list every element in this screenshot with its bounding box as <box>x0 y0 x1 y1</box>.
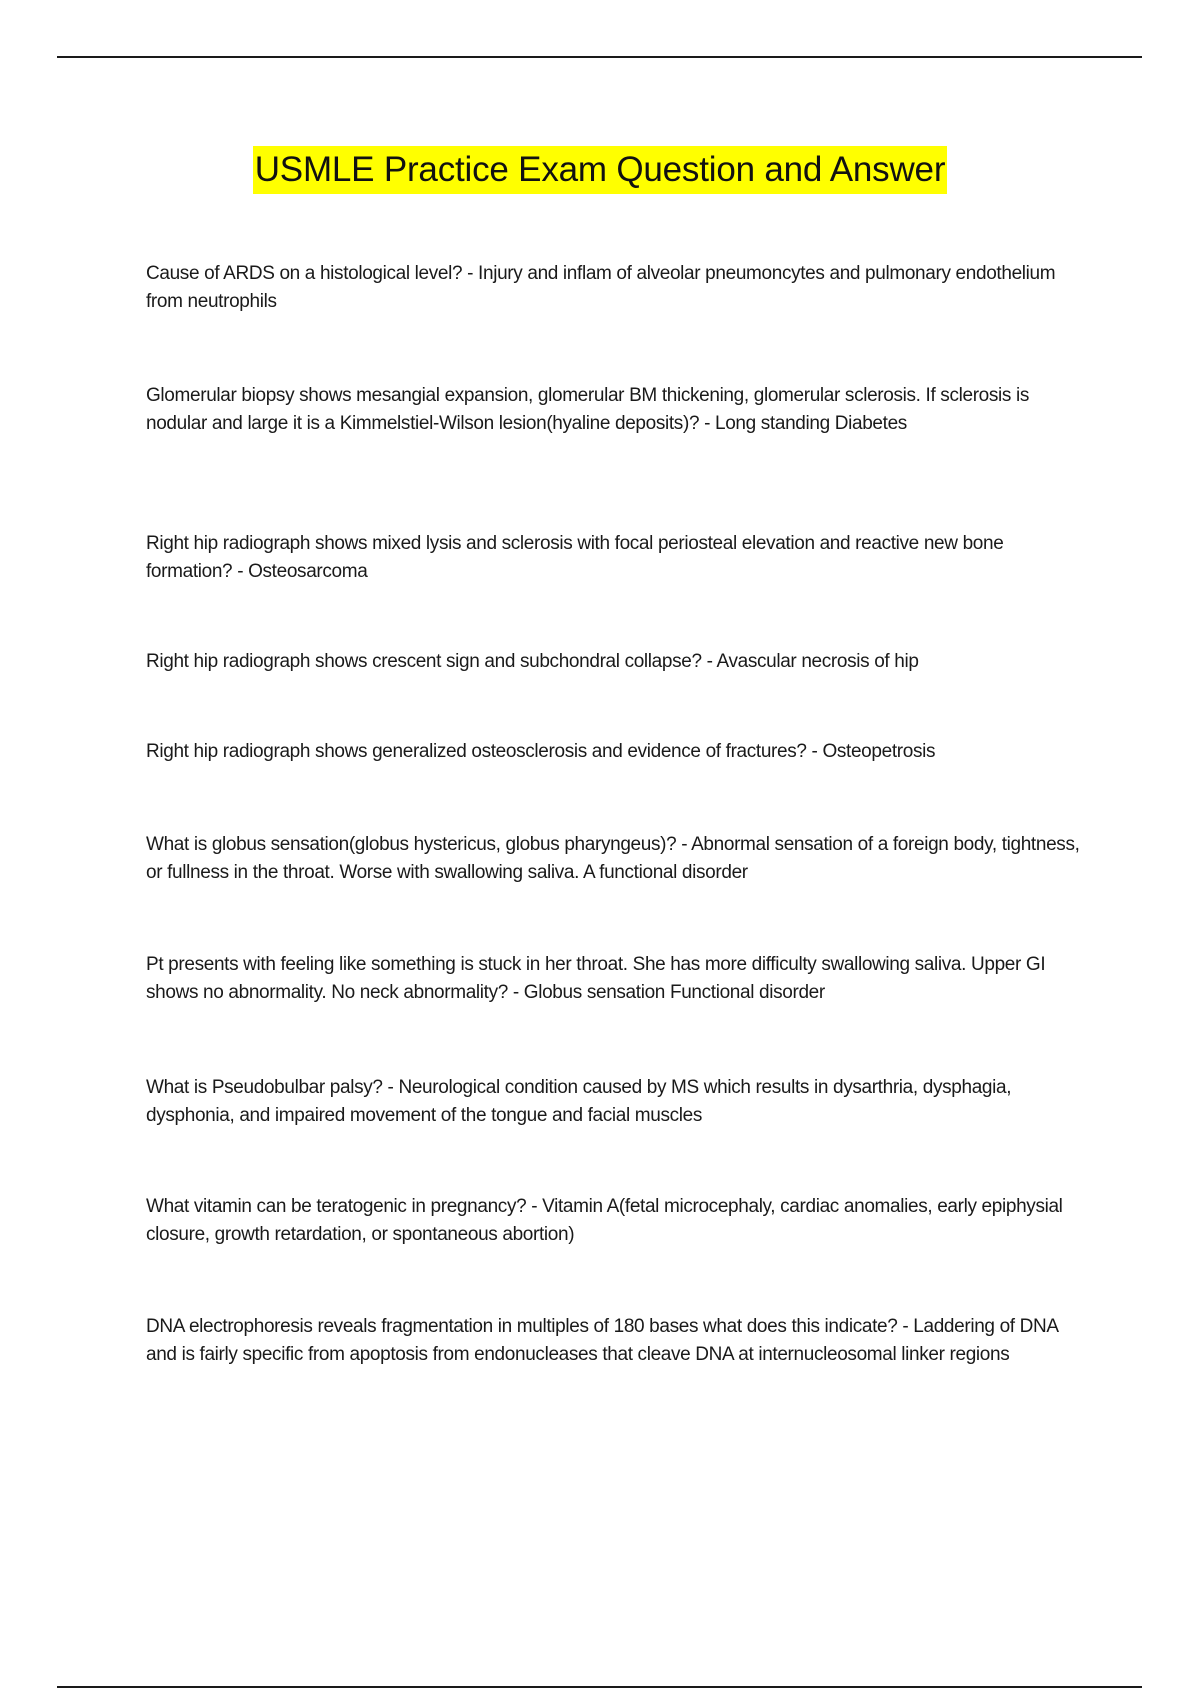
title-container <box>0 146 1200 194</box>
qa-item-9: What vitamin can be teratogenic in pregnancy? - Vitamin A(fetal microcephaly, cardiac anomalies, early epiphysial closure, growth retardation, or spontaneous abortion) <box>146 1196 1063 1245</box>
qa-item-6: What is globus sensation(globus hystericus, globus pharyngeus)? - Abnormal sensation of a foreign body, tightness, or fullness in the throat. Worse with swallowing saliva. A functional disorder <box>146 834 1080 883</box>
qa-item-8: What is Pseudobulbar palsy? - Neurological condition caused by MS which results in dysarthria, dysphagia, dysphonia, and impaired movement of the tongue and facial muscles <box>146 1077 1012 1126</box>
qa-item-4: Right hip radiograph shows crescent sign and subchondral collapse? - Avascular necrosis of hip <box>146 651 919 672</box>
document-title: USMLE Practice Exam Question and Answer <box>253 146 948 194</box>
qa-item-5: Right hip radiograph shows generalized osteosclerosis and evidence of fractures? - Osteopetrosis <box>146 741 936 762</box>
qa-item-10: DNA electrophoresis reveals fragmentation in multiples of 180 bases what does this indicate? - Laddering of DNA and is fairly specific from apoptosis from endonucleases that cleave DNA at internucleosomal linker regions <box>146 1316 1058 1365</box>
top-divider <box>57 56 1142 58</box>
bottom-divider <box>57 1686 1142 1688</box>
qa-item-2: Glomerular biopsy shows mesangial expansion, glomerular BM thickening, glomerular sclerosis. If sclerosis is nodular and large it is a Kimmelstiel-Wilson lesion(hyaline deposits)? - Long standing Diabetes <box>146 385 1030 434</box>
qa-item-7: Pt presents with feeling like something is stuck in her throat. She has more difficulty swallowing saliva. Upper GI shows no abnormality. No neck abnormality? - Globus sensation Functional disorder <box>146 954 1046 1003</box>
qa-item-3: Right hip radiograph shows mixed lysis and sclerosis with focal periosteal elevation and reactive new bone formation? - Osteosarcoma <box>146 533 1004 582</box>
qa-item-1: Cause of ARDS on a histological level? - Injury and inflam of alveolar pneumoncytes and pulmonary endothelium from neutrophils <box>146 263 1056 312</box>
